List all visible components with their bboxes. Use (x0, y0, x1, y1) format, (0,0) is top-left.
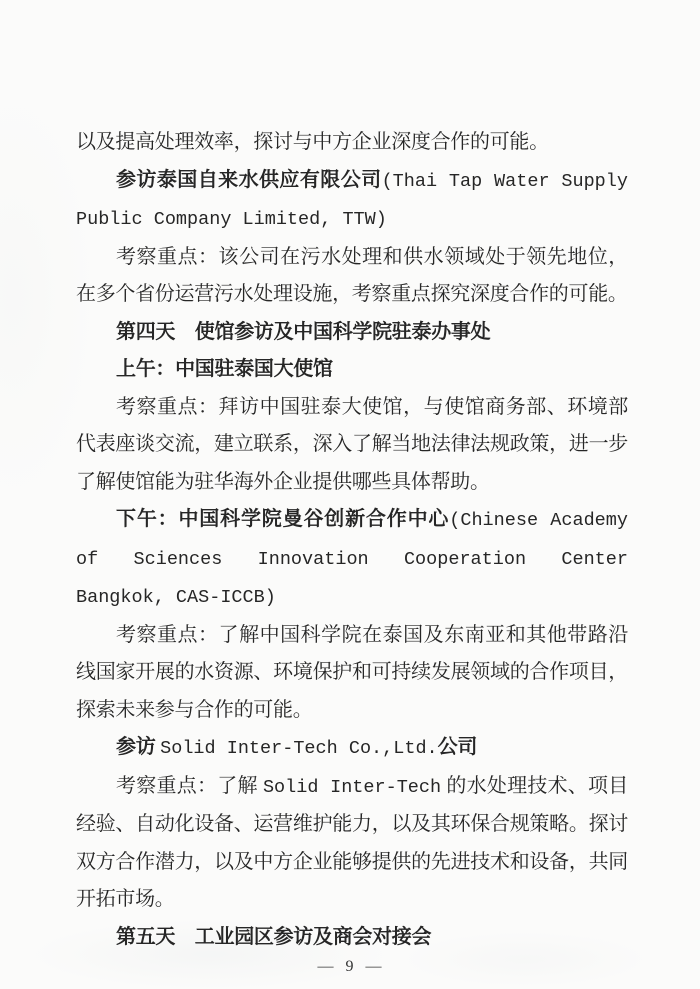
heading-ttw-visit (76, 162, 628, 239)
paragraph-cas-focus: 考察重点：了解中国科学院在泰国及东南亚和其他带路沿线国家开展的水资源、环境保护和可持续发展领域的合作项目，探索未来参与合作的可能。 (76, 623, 628, 721)
heading-day5: 第五天 工业园区参访及商会对接会 (116, 925, 432, 948)
paragraph-embassy-focus: 考察重点：拜访中国驻泰大使馆，与使馆商务部、环境部代表座谈交流，建立联系，深入了解当地法律法规政策，进一步了解使馆能为驻华海外企业提供哪些具体帮助。 (76, 395, 628, 493)
heading-solid-visit-en: Solid Inter-Tech Co.,Ltd. (160, 738, 438, 759)
paragraph-solid-focus (76, 768, 628, 919)
paragraph-solid-focus-en: Solid Inter-Tech (262, 776, 442, 798)
heading-day4: 第四天 使馆参访及中国科学院驻泰办事处 (116, 320, 491, 343)
heading-ttw-visit-en: (Thai Tap Water Supply Public Company Limited, TTW) (76, 170, 628, 230)
heading-solid-visit-zh-lead: 参访 (116, 736, 161, 758)
heading-morning-embassy: 上午：中国驻泰国大使馆 (116, 358, 333, 380)
heading-afternoon-cas-en: (Chinese Academy of Sciences Innovation Cooperation Center Bangkok, CAS-ICCB) (76, 510, 628, 608)
heading-afternoon-cas (76, 501, 628, 617)
paragraph-ttw-focus: 考察重点：该公司在污水处理和供水领域处于领先地位，在多个省份运营污水处理设施，考察重点探究深度合作的可能。 (76, 245, 628, 305)
heading-ttw-visit-zh: 参访泰国自来水供应有限公司 (116, 168, 382, 191)
paragraph-continuation: 以及提高处理效率，探讨与中方企业深度合作的可能。 (76, 131, 549, 153)
paragraph-solid-focus-zh-tail: 的水处理技术、项目经验、自动化设备、运营维护能力，以及其环保合规策略。探讨双方合作潜力，以及中方企业能够提供的先进技术和设备，共同开拓市场。 (76, 774, 628, 910)
heading-solid-visit-zh-tail: 公司 (437, 736, 478, 758)
paragraph-solid-focus-zh-lead: 考察重点：了解 (116, 774, 263, 797)
heading-afternoon-cas-zh: 下午：中国科学院曼谷创新合作中心 (116, 508, 450, 530)
heading-solid-visit (76, 729, 628, 768)
page-number: — 9 — (317, 958, 383, 975)
